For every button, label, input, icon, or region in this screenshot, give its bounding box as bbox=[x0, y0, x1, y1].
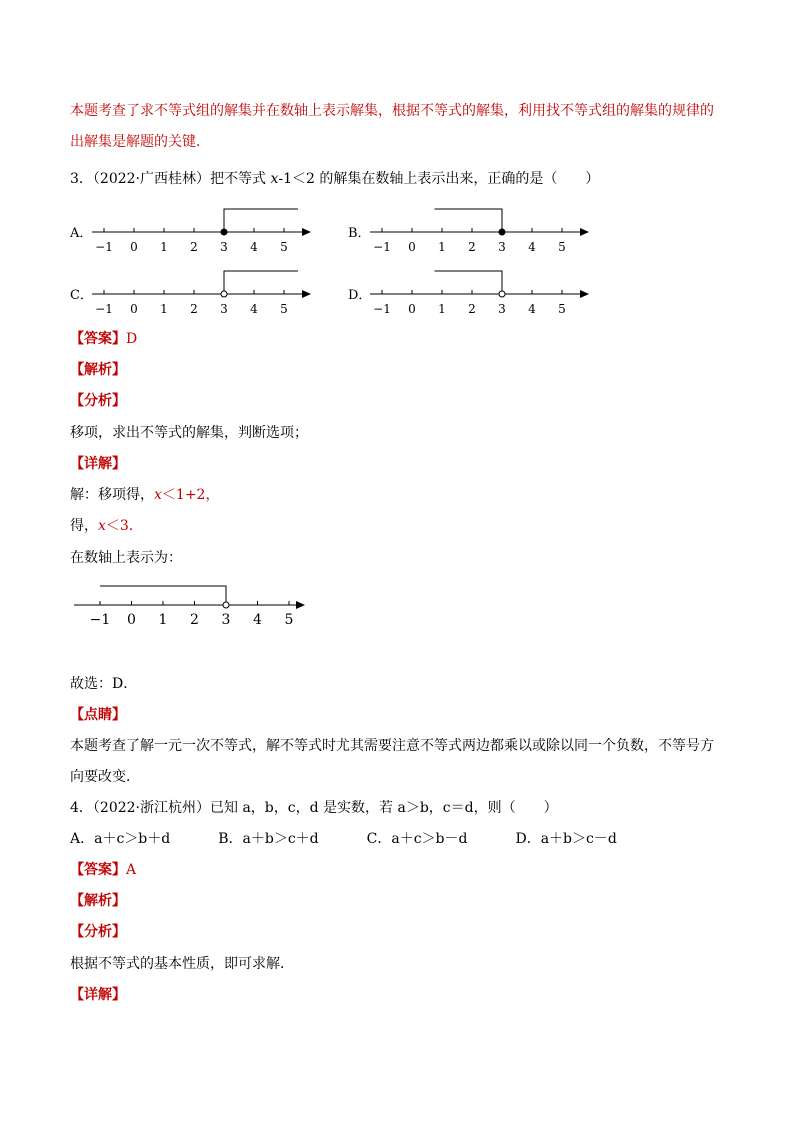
q3-option-a-number-line bbox=[90, 203, 320, 253]
q3-option-a-tick-label: 4 bbox=[250, 240, 258, 253]
q4-option-a: A．a＋c＞b＋d bbox=[70, 831, 171, 847]
q3-analysis-tag: 【解析】 bbox=[70, 362, 126, 378]
q3-detail-tag: 【详解】 bbox=[70, 456, 126, 472]
q3-option-d-tick-label: 2 bbox=[468, 302, 476, 315]
q3-option-c-tick-label: 5 bbox=[280, 302, 288, 315]
q3-fenxi-tag: 【分析】 bbox=[70, 393, 126, 409]
q3-option-c-open-point bbox=[221, 291, 227, 297]
q4-fenxi-tag: 【分析】 bbox=[70, 924, 126, 940]
q3-option-d-tick-label: 4 bbox=[528, 302, 536, 315]
q3-solution-tick-label: 4 bbox=[253, 612, 262, 628]
q3-solution-tick-label: 0 bbox=[127, 612, 136, 628]
q3-option-b-arrow bbox=[580, 228, 589, 236]
q3-option-a-tick-label: 5 bbox=[280, 240, 288, 253]
q3-option-a-tick-label: 0 bbox=[130, 240, 138, 253]
q4-answer-value: A bbox=[126, 862, 137, 878]
q3-answer bbox=[70, 329, 137, 349]
q3-source: （2022·广西桂林） bbox=[92, 171, 211, 187]
q3-ineq-var: x bbox=[270, 171, 279, 187]
q3-step-1-prefix: 解：移项得， bbox=[70, 487, 154, 503]
q3-solution-tick-label: 3 bbox=[221, 612, 231, 628]
q3-step-1-var: x bbox=[154, 487, 162, 503]
q3-option-a-solid-point bbox=[221, 229, 227, 235]
q3-option-b-solid-point bbox=[499, 229, 505, 235]
q3-option-d-tick-label: −1 bbox=[373, 302, 391, 315]
q3-option-b-tick-label: 2 bbox=[468, 240, 476, 253]
q3-answer-tag: 【答案】 bbox=[70, 331, 126, 347]
summary-line-2: 出解集是解题的关键． bbox=[70, 134, 210, 150]
q3-option-c-label: C． bbox=[70, 288, 93, 303]
q3-option-d-label: D． bbox=[348, 288, 372, 303]
q3-option-b-tick-label: 4 bbox=[528, 240, 536, 253]
q3-comment-line-1: 本题考查了解一元一次不等式，解不等式时尤其需要注意不等式两边都乘以或除以同一个负数，不等号方 bbox=[70, 738, 714, 754]
q3-option-b-solution-bracket bbox=[435, 209, 503, 232]
q3-option-c-tick-label: 4 bbox=[250, 302, 258, 315]
q4-detail-tag: 【详解】 bbox=[70, 987, 126, 1003]
q3-ineq-rest: -1＜2 bbox=[278, 171, 315, 187]
q3-step-2-prefix: 得， bbox=[70, 518, 98, 534]
q3-option-c-tick-label: 3 bbox=[220, 302, 228, 315]
q3-option-c-tick-label: 1 bbox=[160, 302, 168, 315]
q4-answer-tag: 【答案】 bbox=[70, 862, 126, 878]
q3-option-d-tick-label: 1 bbox=[438, 302, 446, 315]
q3-solution-arrow bbox=[296, 601, 305, 609]
q3-step-2-var: x bbox=[98, 518, 106, 534]
q3-step-1-rest: ＜1+2， bbox=[161, 487, 220, 503]
q4-answer bbox=[70, 860, 136, 880]
q3-option-c-arrow bbox=[302, 290, 311, 298]
q4-fenxi-text: 根据不等式的基本性质，即可求解． bbox=[70, 956, 294, 972]
q3-comment-tag: 【点睛】 bbox=[70, 707, 126, 723]
q3-text-before: 把不等式 bbox=[210, 171, 271, 187]
q4-option-b: B．a＋b＞c＋d bbox=[218, 831, 319, 847]
q4-stem-text: 已知 a，b，c，d 是实数，若 a＞b，c＝d，则（ ） bbox=[210, 800, 558, 816]
q3-option-a-solution-bracket bbox=[224, 209, 298, 232]
q3-option-b-tick-label: 1 bbox=[438, 240, 446, 253]
q4-option-c: C．a＋c＞b－d bbox=[366, 831, 468, 847]
q3-fenxi-text: 移项，求出不等式的解集，判断选项； bbox=[70, 425, 308, 441]
q3-text-after: 的解集在数轴上表示出来，正确的是（ ） bbox=[314, 171, 600, 187]
q3-solution-tick-label: 1 bbox=[158, 612, 168, 628]
q3-option-a-label: A． bbox=[70, 226, 93, 241]
q3-option-a-tick-label: −1 bbox=[95, 240, 113, 253]
q3-option-d-tick-label: 5 bbox=[558, 302, 566, 315]
q4-analysis-tag: 【解析】 bbox=[70, 893, 126, 909]
q3-number: 3． bbox=[70, 171, 93, 187]
q3-option-c-tick-label: 2 bbox=[190, 302, 198, 315]
q3-option-a-arrow bbox=[302, 228, 311, 236]
q3-stem bbox=[70, 169, 599, 189]
q3-step-2-rest: ＜3． bbox=[105, 518, 143, 534]
q3-solution-tick-label: −1 bbox=[89, 612, 111, 628]
q3-option-d-open-point bbox=[499, 291, 505, 297]
q3-option-b-number-line bbox=[368, 203, 598, 253]
q3-option-c-number-line bbox=[90, 265, 320, 315]
q3-option-d-tick-label: 0 bbox=[408, 302, 416, 315]
q4-option-d: D．a＋b＞c－d bbox=[515, 831, 617, 847]
q3-step-1 bbox=[70, 485, 219, 505]
q3-axis-intro: 在数轴上表示为： bbox=[70, 550, 182, 566]
q4-options bbox=[70, 829, 665, 849]
q3-option-d-number-line bbox=[368, 265, 598, 315]
q4-stem bbox=[70, 798, 558, 818]
q4-number: 4． bbox=[70, 800, 93, 816]
q3-option-b-label: B． bbox=[348, 226, 371, 241]
q3-option-b-tick-label: 5 bbox=[558, 240, 566, 253]
q3-step-2 bbox=[70, 516, 143, 536]
q3-option-b-tick-label: 3 bbox=[498, 240, 506, 253]
q3-solution-tick-label: 5 bbox=[284, 612, 294, 628]
q3-option-a-tick-label: 3 bbox=[220, 240, 228, 253]
q3-option-a-tick-label: 1 bbox=[160, 240, 168, 253]
q3-option-c-solution-bracket bbox=[224, 271, 298, 294]
q3-option-b-tick-label: 0 bbox=[408, 240, 416, 253]
q3-solution-tick-label: 2 bbox=[190, 612, 199, 628]
q3-option-c-tick-label: −1 bbox=[95, 302, 113, 315]
q3-answer-value: D bbox=[126, 331, 138, 347]
q3-solution-number-line bbox=[72, 578, 322, 633]
q3-conclusion: 故选：D． bbox=[70, 676, 138, 692]
q3-option-d-arrow bbox=[580, 290, 589, 298]
q3-option-b-tick-label: −1 bbox=[373, 240, 391, 253]
summary-line-1: 本题考查了求不等式组的解集并在数轴上表示解集，根据不等式的解集，利用找不等式组的解集的规律的 bbox=[70, 103, 714, 119]
q3-option-a-tick-label: 2 bbox=[190, 240, 198, 253]
q3-comment-line-2: 向要改变． bbox=[70, 769, 140, 785]
q3-option-c-tick-label: 0 bbox=[130, 302, 138, 315]
q4-source: （2022·浙江杭州） bbox=[92, 800, 211, 816]
q3-option-d-tick-label: 3 bbox=[498, 302, 506, 315]
q3-solution-open-point bbox=[223, 602, 229, 608]
q3-option-d-solution-bracket bbox=[435, 271, 503, 294]
